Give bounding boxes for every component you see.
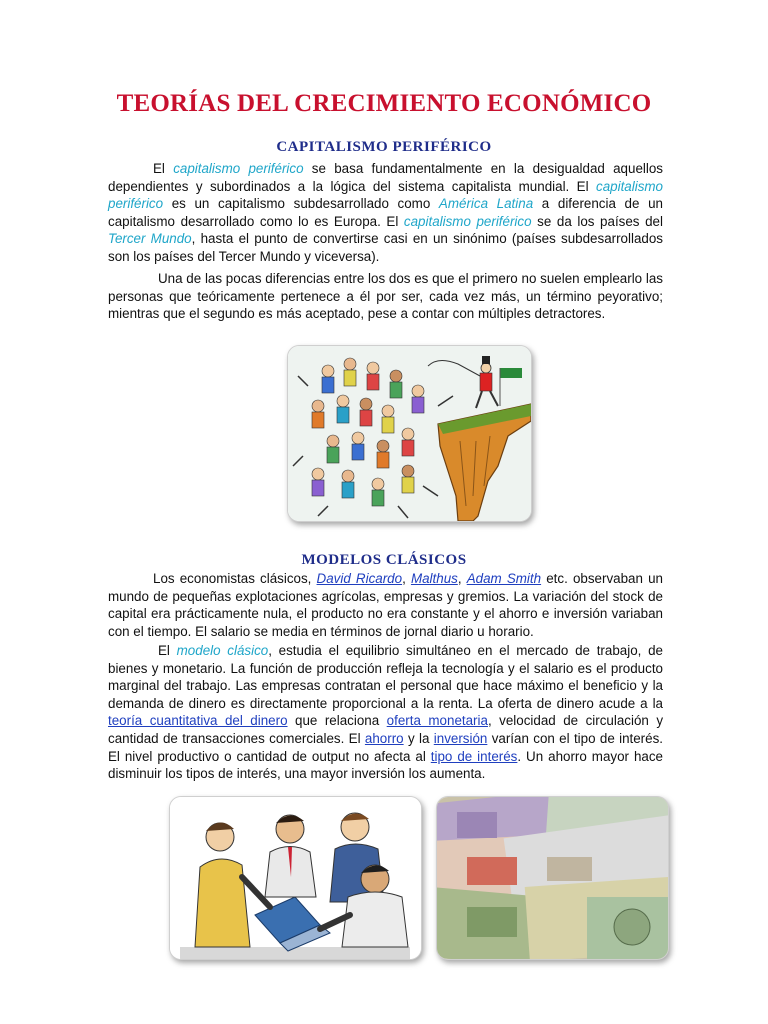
- text: ,: [457, 571, 467, 586]
- text: se da los países del: [531, 213, 663, 229]
- text: ,: [402, 571, 411, 586]
- meeting-illustration: [170, 797, 421, 959]
- paragraph-capitalismo-1: [108, 160, 663, 266]
- link-teoria-cuantitativa[interactable]: teoría cuantitativa del dinero: [108, 713, 288, 729]
- text: El: [158, 643, 177, 658]
- text: varían con el tipo de interés. El nivel productivo o cantidad de output no afecta al: [108, 730, 664, 764]
- text: a diferencia de un capitalismo desarrollado como lo es Europa. El: [108, 196, 663, 229]
- highlight-term: capitalismo periférico: [403, 213, 532, 229]
- link-oferta-monetaria[interactable]: oferta monetaria: [386, 713, 488, 729]
- link-adam-smith[interactable]: Adam Smith: [466, 571, 542, 586]
- text: El: [153, 161, 174, 176]
- paragraph-capitalismo-2: Una de las pocas diferencias entre los dos es que el primero no suelen emplearlo las personas que teóricamente pertenece a él por ser, cada vez más, un término peyorativo; mientras que el segundo es más aceptado, pese a contar con múltiples detractores.: [108, 271, 663, 322]
- paragraph-modelos-2: [108, 642, 663, 783]
- highlight-term: América Latina: [438, 196, 534, 212]
- text: Los economistas clásicos,: [153, 571, 317, 586]
- text: , estudia el equilibrio simultáneo en el mercado de trabajo, de bienes y monetario. La función de producción refleja la tecnología y el salario es el producto marginal del trabajo. Las empresas contratan el personal que hace máximo el beneficio y la demanda de dinero es directamente proporcional a la renta. La oferta de dinero acude a la: [108, 643, 663, 711]
- section-heading-capitalismo: CAPITALISMO PERIFÉRICO: [276, 139, 492, 155]
- text: que relaciona: [287, 713, 387, 729]
- highlight-term: capitalismo periférico: [108, 178, 663, 212]
- business-meeting-image: [169, 796, 422, 960]
- link-tipo-de-interes[interactable]: tipo de interés: [430, 748, 518, 764]
- text: es un capitalismo subdesarrollado como: [163, 196, 439, 212]
- paragraph-modelos-1: [108, 570, 663, 640]
- cartoon-illustration: [288, 346, 531, 521]
- text: se basa fundamentalmente en la desigualdad aquellos dependientes y subordinados a la lógica del sistema capitalista mundial. El: [108, 161, 663, 194]
- highlight-term: capitalismo periférico: [173, 161, 304, 176]
- link-david-ricardo[interactable]: David Ricardo: [316, 571, 403, 586]
- banknotes-illustration: [437, 797, 668, 959]
- link-malthus[interactable]: Malthus: [410, 571, 458, 586]
- text: etc. observaban un mundo de pequeñas explotaciones agrícolas, empresas y gremios. La variación del stock de capital era prácticamente nula, el producto no era constante y el ahorro e inversión variaban con el tiempo. El salario se media en términos de jornal diario u horario.: [108, 571, 663, 639]
- text: . Un ahorro mayor hace disminuir los tipos de interés, una mayor inversión los aumenta.: [108, 748, 663, 782]
- highlight-term: modelo clásico: [176, 643, 269, 658]
- page-title: TEORÍAS DEL CRECIMIENTO ECONÓMICO: [116, 90, 652, 117]
- link-ahorro[interactable]: ahorro: [364, 730, 404, 746]
- highlight-term: Tercer Mundo: [108, 231, 192, 247]
- link-inversion[interactable]: inversión: [433, 730, 488, 746]
- text: , velocidad de circulación y cantidad de transacciones comerciales. El: [108, 713, 664, 746]
- text: y la: [403, 730, 434, 746]
- section-heading-modelos: MODELOS CLÁSICOS: [301, 552, 467, 568]
- banknotes-image: [436, 796, 669, 960]
- text: , hasta el punto de convertirse casi en un sinónimo (países subdesarrollados son los países del Tercer Mundo y viceversa).: [108, 231, 663, 264]
- cartoon-crowd-cliff-image: [287, 345, 532, 522]
